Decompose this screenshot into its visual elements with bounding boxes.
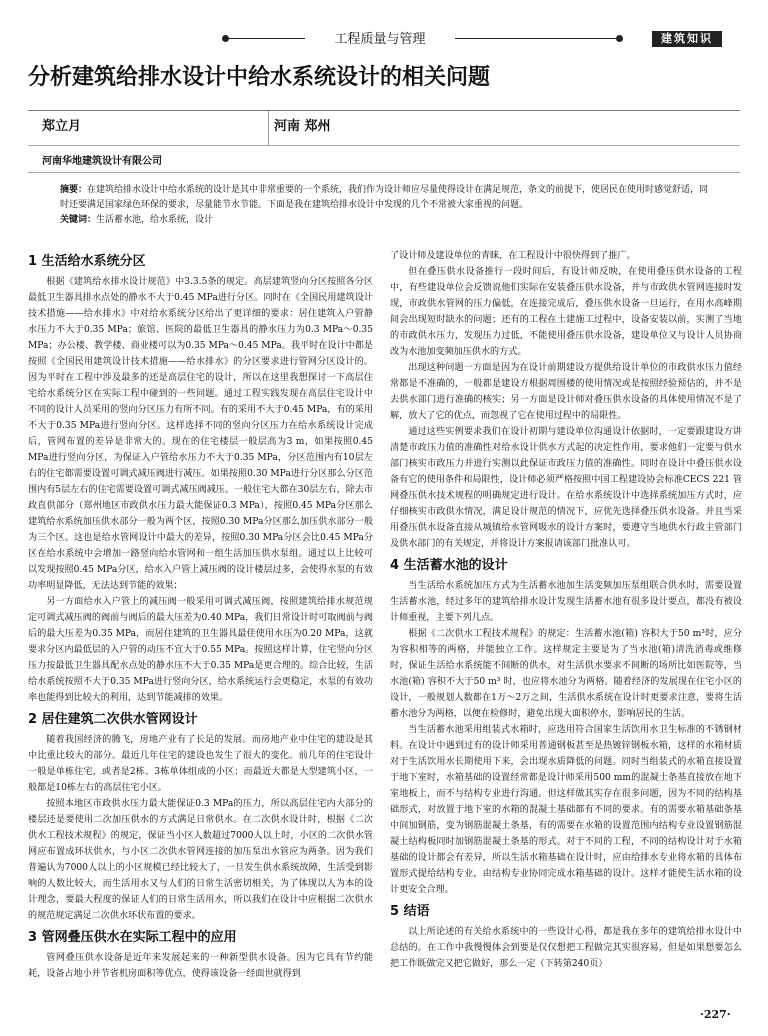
right-column bbox=[390, 248, 742, 972]
abstract-block bbox=[60, 183, 715, 228]
author-divider bbox=[268, 111, 269, 145]
header-dot-left bbox=[222, 35, 229, 42]
author-name: 郑立月 bbox=[42, 119, 82, 134]
author-bar bbox=[28, 110, 740, 146]
paragraph: 另一方面给水入户管上的减压阀一般采用可调式减压阀，按照建筑给排水规范规定可调式减压阀的阀前与阀后的最大压差为0.40 MPa，我们日常设计时可取阀前与阀后的最大压差为0.35 MPa，而居住建筑的卫生器具最佳使用水压为0.20 MPa，这就要求分区内最低层的入户管的动压不宜大于0.55 MPa。按照这样计算，住宅竖向分区压力按最低卫生器具配水点处的静水压不大于0.35 MPa是更合理的。综合比较，生活给水系统按照不大于0.35 MPa进行竖向分区，给水系统运行会更稳定，水泵的有效功率也能得到比较大的利用，达到节能减排的效果。 bbox=[28, 597, 373, 703]
header-dot-right bbox=[616, 35, 623, 42]
paragraph: 出现这种问题一方面是因为在设计前期建设方提供给设计单位的市政供水压力值经常都是不准确的，一般都是建设方根据周围楼的使用情况或是按照经验预估的，并不是去供水部门进行准确的核实；另一方面是设计师对叠压供水设备的具体使用情况不是了解，放大了它的优点，而忽视了它在使用过程中的局限性。 bbox=[390, 363, 742, 421]
keywords-text: 生活蓄水池，给水系统，设计 bbox=[96, 215, 214, 225]
paragraph: 按照本地区市政供水压力最大能保证0.3 MPa的压力，所以高层住宅内大部分的楼层还是要使用二次加压供水的方式满足日常供水。在二次供水设计时，根据《二次供水工程技术规程》的规定，保证当小区人数超过7000人以上时，小区的二次供水管网应布置成环状供水，与小区二次供水管网连接的加压泵出水管应为两条。因为我们普遍认为7000人以上的小区规模已经比较大了，一旦发生供水系统故障，生活受到影响的人数比较大，而生活用水又与人们的日常生活密切相关，为了体现以人为本的设计理念，要最大程度的保证人们的日常生活用水，所以我们在设计中应根据二次供水的规范规定满足二次供水环状布置的要求。 bbox=[28, 799, 373, 921]
header-rule-left bbox=[225, 38, 305, 39]
paragraph: 了设计师及建设单位的青睐，在工程设计中很快得到了推广。 bbox=[390, 251, 636, 261]
paragraph: 随着我国经济的腾飞，房地产业有了长足的发展。而房地产业中住宅的建设是其中比重比较大的部分。最近几年住宅的建设也发生了很大的变化。前几年的住宅设计一般是单栋住宅，或者是2栋、3栋单体组成的小区；而最近大都是大型建筑小区，一般都是10栋左右的高层住宅小区。 bbox=[28, 735, 373, 793]
abstract-label: 摘要： bbox=[60, 185, 88, 195]
paragraph: 根据《建筑给水排水设计规范》中3.3.5条的规定。高层建筑竖向分区按照各分区最低卫生器具排水点处的静水不大于0.45 MPa进行分区。同时在《全国民用建筑设计技术措施——给水排水》中对给水系统分区给出了更详细的要求：居住建筑入户管静水压力不大于0.35 MPa；旅馆、医院的最低卫生器具的静水压力为0.3 MPa～0.35 MPa；办公楼、教学楼、商业楼可以为0.35 MPa～0.45 MPa。我平时在设计中都是按照《全国民用建筑设计技术措施——给水排水》的分区要求进行管网分区设计的。因为平时在工程中涉及最多的还是高层住宅的设计，所以在这里我想探讨一下高层住宅给水系统分区在实际工程中碰到的一些问题。通过工程实践发现在高层住宅设计中不同的设计人员采用的竖向分区压力有所不同。有的采用不大于0.45 MPa，有的采用不大于0.35 MPa进行竖向分区。这样选择不同的竖向分区压力在给水系统设计完成后，管网布置的差异是非常大的。现在的住宅楼层一般层高为3 m，如果按照0.45 MPa进行竖向分区，为保证入户管给水压力不大于0.35 MPa，分区范围内有10层左右的住宅都需要设置可调式减压阀进行减压。如果按照0.30 MPa进行分区那么分区范围内有5层左右的住宅需要设置可调式减压阀减压。一般住宅大都在30层左右，除去市政直供部分（郑州地区市政供水压力最大能保证0.3 MPa），按照0.45 MPa分区那么建筑给水系统加压供水部分一般为两个区，按照0.30 MPa分区那么加压供水部分一般为三个区。这也是给水管网设计中最大的差异，按照0.30 MPa分区会比0.45 MPa分区在给水系统中会增加一路竖向给水管网和一组生活加压供水泵组。通过以上比较可以发现按照0.45 MPa分区，给水入户管上减压阀的设计楼层过多，会使得水泵的有效功率明显降低，无法达到节能的效果； bbox=[28, 277, 373, 591]
affiliation: 河南华地建筑设计有限公司 bbox=[42, 156, 162, 167]
paragraph: 但在叠压供水设备推行一段时间后，有设计师反映，在使用叠压供水设备的工程中，有些建设单位会反馈说他们实际在安装叠压供水设备，并与市政供水管网连接时发现，市政供水管网的压力偏低，在连接完成后，叠压供水设备一旦运行，在用水高峰期间会出现短时缺水的问题；还有的工程在土建施工过程中，设备安装以前，实测了当地的市政供水压力，发现压力过低，不能使用叠压供水设备，建设单位又与设计人员协商改为水池加变频加压供水的方式。 bbox=[390, 267, 742, 357]
page-number: ·227· bbox=[700, 1008, 731, 1021]
section-heading: 3 管网叠压供水在实际工程中的应用 bbox=[28, 930, 237, 945]
section-heading: 2 居住建筑二次供水管网设计 bbox=[28, 712, 198, 727]
paragraph: 当生活给水系统加压方式为生活蓄水池加生活变频加压泵组联合供水时，需要设置生活蓄水池，经过多年的建筑给排水设计发现生活蓄水池有很多设计要点，都没有被设计师重视，主要下列几点。 bbox=[390, 581, 742, 623]
paragraph: 根据《二次供水工程技术规程》的规定：生活蓄水池(箱) 容积大于50 m³时，应分为容积相等的两格，并能独立工作。这样规定主要是为了当水池(箱)清洗消毒或维修时，保证生活给水系统能不间断的供水，对生活供水要求不间断的场所比如医院等，当水池(箱) 容积不大于50 m³ 时，也应将水池分为两格。随着经济的发展现在住宅小区的设计，一般规划人数都在1万～2万之间，生活供水系统在设计时更要求注意，要将生活蓄水池分为两格，以便在检修时，避免出现大面积停水，影响居民的生活。 bbox=[390, 629, 742, 719]
section-heading: 5 结语 bbox=[390, 904, 430, 919]
affiliation-bar bbox=[28, 150, 740, 173]
article-title: 分析建筑给排水设计中给水系统设计的相关问题 bbox=[28, 65, 491, 90]
paragraph: 以上所论述的有关给水系统中的一些设计心得，都是我在多年的建筑给排水设计中总结的。在工作中我慢慢体会到要是仅仅想把工程做完其实很容易，但是如果想要怎么把工作既做完又把它做好，那么一定（下转第240页） bbox=[390, 927, 742, 969]
paragraph: 管网叠压供水设备是近年来发展起来的一种新型供水设备。因为它具有节约能耗，设备占地小并节省机房面积等优点，使得该设备一经面世就得到 bbox=[28, 953, 373, 979]
abstract-text: 在建筑给排水设计中给水系统的设计是其中非常重要的一个系统，我们作为设计师应尽量使得设计在满足规范，条文的前提下，使居民在使用时感觉舒适，同时还要满足国家绿色环保的要求，尽量能节水节能。下面是我在建筑给排水设计中发现的几个不常被大家重视的问题。 bbox=[60, 185, 709, 210]
paragraph: 当生活蓄水池采用组装式水箱时，应选用符合国家生活饮用水卫生标准的不锈钢材料。在设计中遇到过有的设计师采用普通钢板甚至是热镀锌钢板水箱，这样的水箱材质对于生活饮用水长期使用下来，会出现水质降低的问题。同时当组装式的水箱直接设置于地下室时，水箱基础的设置经常都是设计师采用500 mm的混凝土条基直接放在地下室地板上，而不与结构专业进行沟通。但这样做其实存在很多问题，因为不同的结构基础形式，对放置于地下室的水箱的混凝土基础都有不同的要求。有的需要水箱基础条基中间加钢筋，变为钢筋混凝土条基，有的需要在水箱的设置范围内结构专业设置钢筋混凝土结构板同时加钢筋混凝土条基的形式。对于不同的工程，不同的结构设计对于水箱基础的设计都会有差异，所以生活水箱基础在设计时，应由给排水专业将水箱的具体布置形式提给结构专业，由结构专业协同完成水箱基础的设计。这样才能使生活水箱的设计更安全合理。 bbox=[390, 725, 742, 895]
keywords-label: 关键词： bbox=[60, 215, 97, 225]
left-column bbox=[28, 248, 373, 982]
paragraph: 通过这些实例要求我们在设计初期与建设单位沟通设计依据时，一定要跟建设方讲清楚市政压力值的准确性对给水设计供水方式起的决定性作用，要求他们一定要与供水部门核实市政压力并进行实测以此保证市政压力值的准确性。同时在设计中叠压供水设备有它的使用条件和局限性，设计师必须严格按照中国工程建设协会标准CECS 221 管网叠压供水技术规程的明确规定进行设计。在给水系统设计中选择系统加压方式时，应仔细核实市政供水情况，满足设计规范的情况下，应优先选择叠压供水设备。并且当采用叠压供水设备直接从城镇给水管网吸水的设计方案时，要遵守当地供水行政主管部门及供水部门的有关规定，并将设计方案报请该部门批准认可。 bbox=[390, 427, 742, 549]
section-badge: 建筑知识 bbox=[652, 31, 722, 47]
header-rule-right bbox=[455, 38, 620, 39]
author-location: 河南 郑州 bbox=[274, 119, 331, 134]
section-heading: 4 生活蓄水池的设计 bbox=[390, 558, 508, 573]
page-header bbox=[0, 12, 768, 52]
section-label: 工程质量与管理 bbox=[334, 32, 426, 47]
section-heading: 1 生活给水系统分区 bbox=[28, 254, 146, 269]
